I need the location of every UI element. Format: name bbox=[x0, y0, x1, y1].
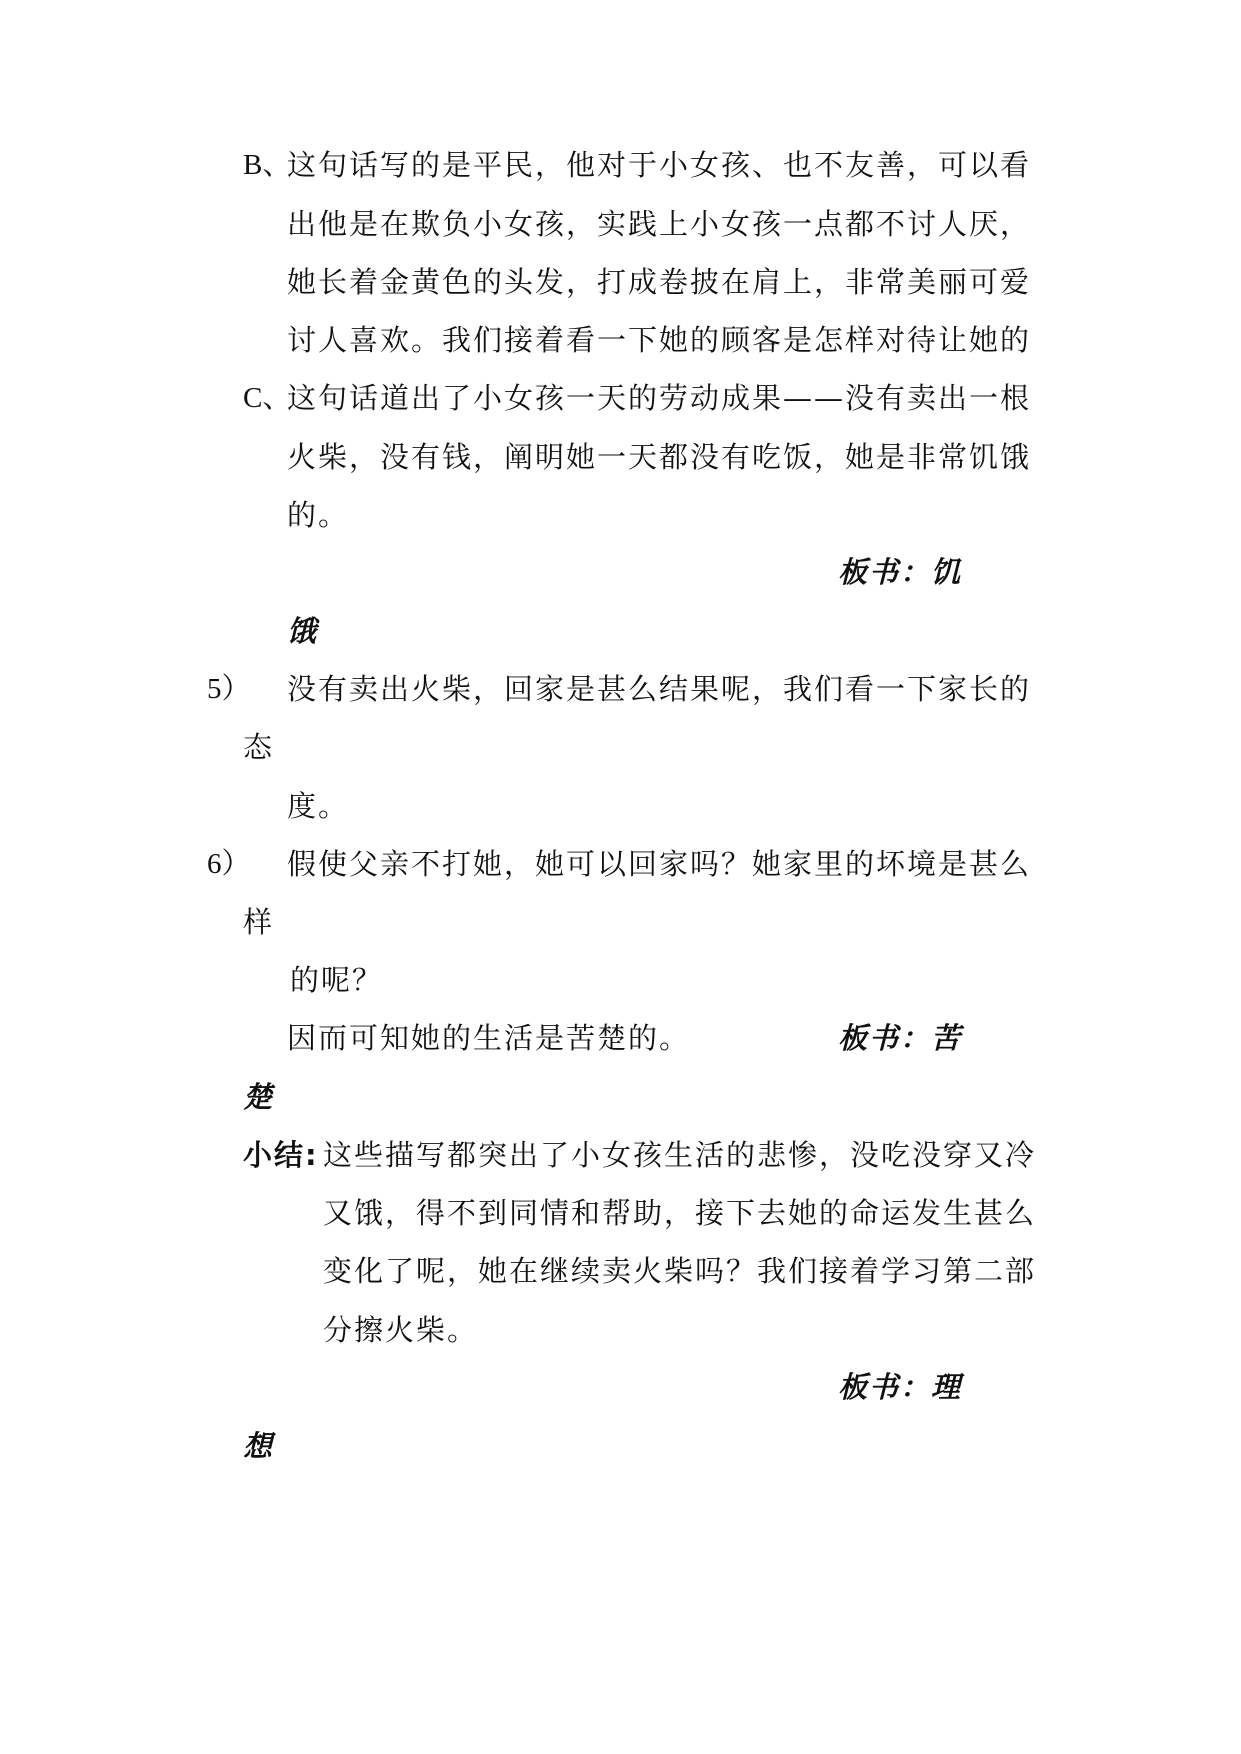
blackboard-note-3-continued: 想 bbox=[243, 1429, 275, 1463]
summary-line-1: 这些描写都突出了小女孩生活的悲惨，没吃没穿又冷 bbox=[323, 1138, 1037, 1172]
blackboard-note-2: 板书：苦 bbox=[838, 1021, 963, 1055]
blackboard-note-3: 板书：理 bbox=[838, 1370, 963, 1404]
item-number-6: 6） bbox=[207, 848, 251, 880]
blackboard-note-2-continued: 楚 bbox=[243, 1080, 275, 1114]
item-5-line-3: 度。 bbox=[287, 789, 350, 823]
paragraph-b-line-3: 她长着金黄色的头发，打成卷披在肩上，非常美丽可爱 bbox=[287, 265, 1032, 299]
item-number-5: 5） bbox=[207, 673, 251, 705]
item-6-line-3: 的呢？ bbox=[290, 963, 384, 997]
blackboard-note-1-continued: 饿 bbox=[287, 614, 319, 648]
paragraph-b-line-4: 讨人喜欢。我们接着看一下她的顾客是怎样对待让她的 bbox=[287, 323, 1032, 357]
item-marker-b: B、 bbox=[243, 149, 292, 181]
summary-line-4: 分擦火柴。 bbox=[323, 1313, 479, 1347]
item-6-line-1: 假使父亲不打她，她可以回家吗？她家里的坏境是甚么 bbox=[287, 847, 1032, 881]
item-5-line-1: 没有卖出火柴，回家是甚么结果呢，我们看一下家长的 bbox=[287, 672, 1032, 706]
item-5-line-2: 态 bbox=[243, 730, 275, 764]
paragraph-b-line-1: 这句话写的是平民，他对于小女孩、也不友善，可以看 bbox=[287, 148, 1032, 182]
summary-line-3: 变化了呢，她在继续卖火柴吗？我们接着学习第二部 bbox=[323, 1254, 1037, 1288]
summary-label: 小结: bbox=[243, 1138, 319, 1172]
paragraph-b-line-2: 出他是在欺负小女孩，实践上小女孩一点都不讨人厌， bbox=[287, 207, 1032, 241]
paragraph-c-line-2: 火柴，没有钱，阐明她一天都没有吃饭，她是非常饥饿 bbox=[287, 440, 1032, 474]
summary-line-2: 又饿，得不到同情和帮助，接下去她的命运发生甚么 bbox=[323, 1196, 1037, 1230]
blackboard-note-1: 板书：饥 bbox=[838, 555, 963, 589]
conclusion-text: 因而可知她的生活是苦楚的。 bbox=[287, 1021, 691, 1055]
item-marker-c: C、 bbox=[243, 382, 292, 414]
item-6-line-2: 样 bbox=[243, 905, 275, 939]
paragraph-c-line-3: 的。 bbox=[287, 498, 350, 532]
paragraph-c-line-1: 这句话道出了小女孩一天的劳动成果——没有卖出一根 bbox=[287, 381, 1032, 415]
